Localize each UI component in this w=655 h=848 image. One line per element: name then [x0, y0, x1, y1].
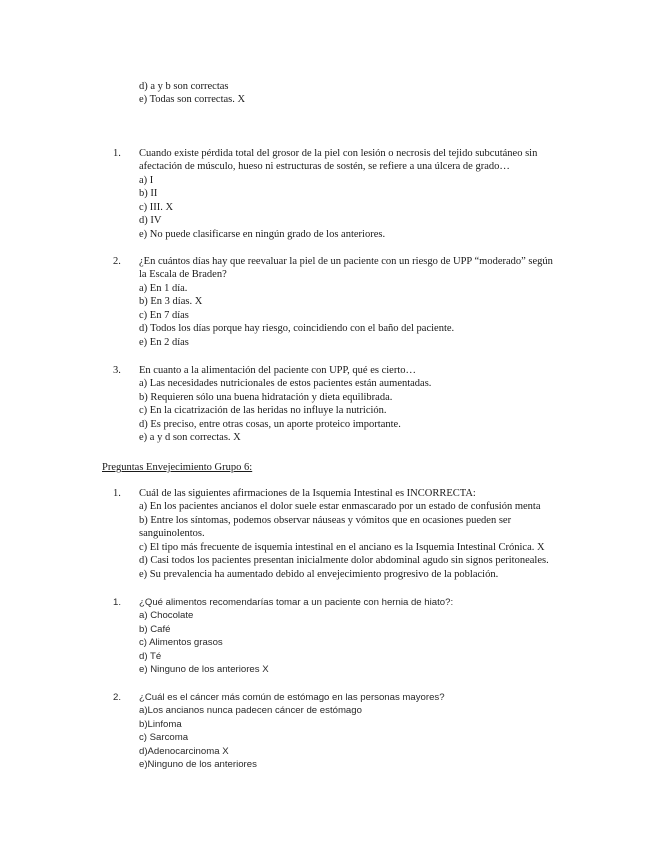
answer-option: c) Sarcoma — [139, 732, 189, 743]
question-stem: afectación de músculo, hueso ni estructuras de sostén, se refiere a una úlcera de grado… — [139, 161, 510, 172]
answer-option: d) Es preciso, entre otras cosas, un aporte proteico importante. — [139, 419, 401, 430]
answer-option: e) Ninguno de los anteriores X — [139, 664, 269, 675]
answer-option: c) En la cicatrización de las heridas no influye la nutrición. — [139, 405, 387, 416]
answer-option: a)Los ancianos nunca padecen cáncer de estómago — [139, 705, 362, 716]
question-number: 2. — [113, 692, 122, 703]
section-title: Preguntas Envejecimiento Grupo 6: — [102, 462, 253, 473]
answer-option: e)Ninguno de los anteriores — [139, 759, 257, 770]
question-stem: Cuál de las siguientes afirmaciones de la Isquemia Intestinal es INCORRECTA: — [139, 488, 476, 499]
answer-option: b) Café — [139, 624, 171, 635]
question-stem: ¿Cuál es el cáncer más común de estómago en las personas mayores? — [139, 692, 445, 703]
answer-option: b) En 3 días. X — [139, 296, 203, 307]
intro-option-e: e) Todas son correctas. X — [139, 94, 246, 105]
question-number: 2. — [113, 256, 121, 267]
answer-option: e) En 2 días — [139, 337, 189, 348]
intro-option-d: d) a y b son correctas — [139, 81, 229, 92]
answer-option: a) En 1 día. — [139, 283, 188, 294]
question-stem: la Escala de Braden? — [139, 269, 227, 280]
question-stem: En cuanto a la alimentación del paciente con UPP, qué es cierto… — [139, 365, 416, 376]
answer-option: d) Té — [139, 651, 162, 662]
question-stem: Cuando existe pérdida total del grosor de la piel con lesión o necrosis del tejido subcutáneo sin — [139, 148, 538, 159]
answer-option: d) Todos los días porque hay riesgo, coincidiendo con el baño del paciente. — [139, 323, 455, 334]
question-stem: ¿Qué alimentos recomendarías tomar a un paciente con hernia de hiato?: — [139, 597, 454, 608]
answer-option: a) En los pacientes ancianos el dolor suele estar enmascarado por un estado de confusión menta — [139, 501, 541, 512]
question-stem: ¿En cuántos días hay que reevaluar la piel de un paciente con un riesgo de UPP “moderado” según — [139, 256, 553, 267]
answer-option: d) IV — [139, 215, 162, 226]
answer-option: b) Entre los síntomas, podemos observar náuseas y vómitos que en ocasiones pueden ser — [139, 515, 512, 526]
answer-option: c) En 7 días — [139, 310, 189, 321]
answer-option: e) No puede clasificarse en ningún grado de los anteriores. — [139, 229, 386, 240]
answer-option: e) a y d son correctas. X — [139, 432, 241, 443]
answer-option: d)Adenocarcinoma X — [139, 746, 229, 757]
answer-option: a) Las necesidades nutricionales de estos pacientes están aumentadas. — [139, 378, 432, 389]
question-number: 1. — [113, 597, 122, 608]
answer-option: b) II — [139, 188, 158, 199]
answer-option: a) I — [139, 175, 154, 186]
question-number: 3. — [113, 365, 121, 376]
answer-option: d) Casi todos los pacientes presentan inicialmente dolor abdominal agudo sin signos peritoneales. — [139, 555, 549, 566]
answer-option: b) Requieren sólo una buena hidratación y dieta equilibrada. — [139, 392, 393, 403]
answer-option-continuation: sanguinolentos. — [139, 528, 205, 539]
answer-option: c) Alimentos grasos — [139, 637, 223, 648]
answer-option: a) Chocolate — [139, 610, 194, 621]
question-number: 1. — [113, 488, 121, 499]
answer-option: c) III. X — [139, 202, 174, 213]
question-number: 1. — [113, 148, 121, 159]
answer-option: e) Su prevalencia ha aumentado debido al envejecimiento progresivo de la población. — [139, 569, 499, 580]
answer-option: c) El tipo más frecuente de isquemia intestinal en el anciano es la Isquemia Intestinal Crónica. X — [139, 542, 545, 553]
answer-option: b)Linfoma — [139, 719, 182, 730]
